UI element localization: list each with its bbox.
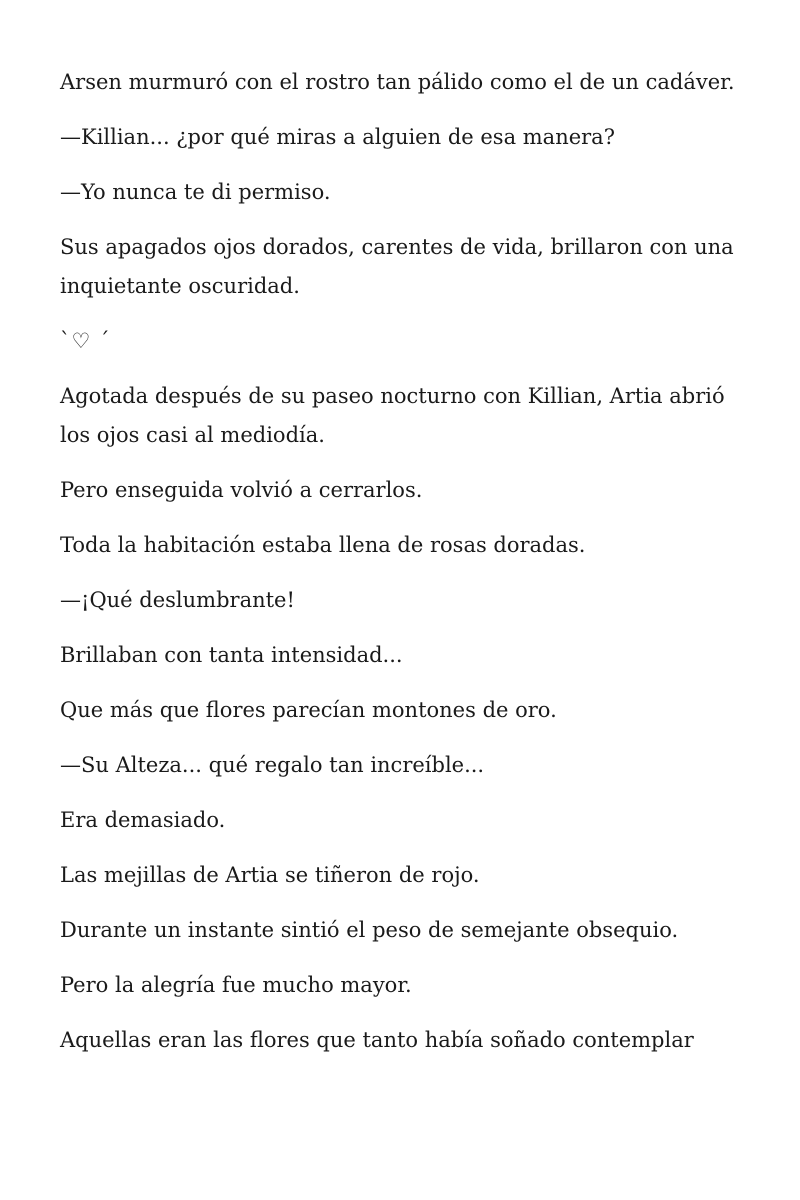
paragraph-8: —¡Qué deslumbrante!	[60, 588, 295, 612]
paragraph-7: Toda la habitación estaba llena de rosas doradas.	[60, 533, 586, 557]
paragraph-9: Brillaban con tanta intensidad...	[60, 643, 403, 667]
paragraph-3: —Yo nunca te di permiso.	[60, 180, 331, 204]
scene-break-divider: ⁠`⁠♡ ⁠´⁠	[60, 329, 111, 353]
paragraph-14: Durante un instante sintió el peso de semejante obsequio.	[60, 918, 679, 942]
paragraph-2: —Killian... ¿por qué miras a alguien de esa manera?	[60, 125, 615, 149]
paragraph-6: Pero enseguida volvió a cerrarlos.	[60, 478, 423, 502]
paragraph-11: —Su Alteza... qué regalo tan increíble...	[60, 753, 485, 777]
paragraph-4: Sus apagados ojos dorados, carentes de vida, brillaron con una inquietante oscuridad.	[60, 235, 734, 298]
paragraph-13: Las mejillas de Artia se tiñeron de rojo.	[60, 863, 480, 887]
paragraph-1: Arsen murmuró con el rostro tan pálido como el de un cadáver.	[60, 70, 735, 94]
paragraph-16: Aquellas eran las flores que tanto había soñado contemplar	[60, 1028, 694, 1052]
paragraph-5: Agotada después de su paseo nocturno con Killian, Artia abrió los ojos casi al mediodía.	[60, 384, 725, 447]
paragraph-15: Pero la alegría fue mucho mayor.	[60, 973, 412, 997]
paragraph-12: Era demasiado.	[60, 808, 226, 832]
paragraph-10: Que más que flores parecían montones de oro.	[60, 698, 557, 722]
document-body	[60, 63, 740, 1076]
